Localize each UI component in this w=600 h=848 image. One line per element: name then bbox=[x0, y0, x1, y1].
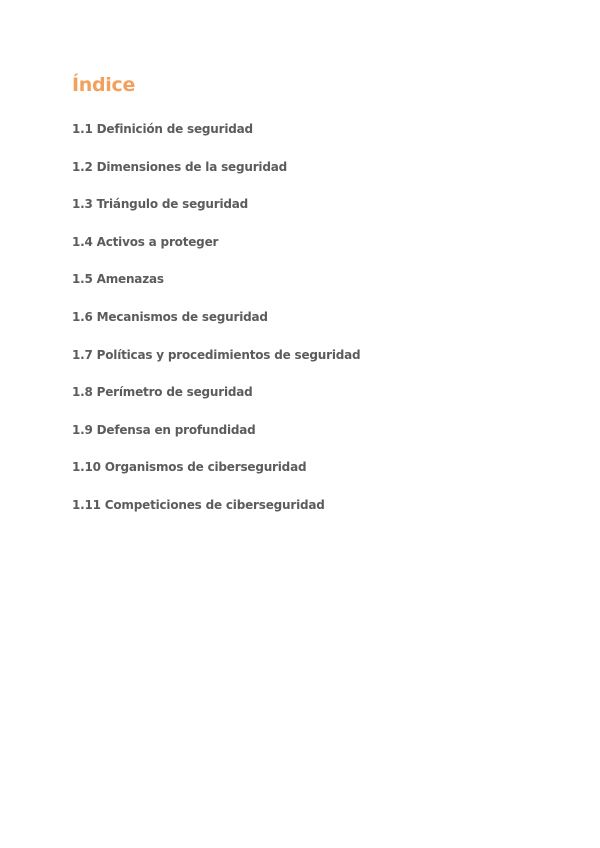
index-title: Índice bbox=[72, 74, 136, 96]
toc-item-1-1[interactable]: 1.1 Definición de seguridad bbox=[72, 122, 253, 136]
toc-item-1-2[interactable]: 1.2 Dimensiones de la seguridad bbox=[72, 159, 288, 174]
toc-item-1-9[interactable]: 1.9 Defensa en profundidad bbox=[72, 422, 256, 437]
toc-item-1-4[interactable]: 1.4 Activos a proteger bbox=[72, 234, 219, 249]
toc-item-1-5[interactable]: 1.5 Amenazas bbox=[72, 272, 164, 287]
table-of-contents bbox=[72, 121, 360, 535]
toc-item-1-6[interactable]: 1.6 Mecanismos de seguridad bbox=[72, 309, 268, 324]
toc-item-1-11[interactable]: 1.11 Competiciones de ciberseguridad bbox=[72, 497, 325, 512]
toc-item-1-7[interactable]: 1.7 Políticas y procedimientos de seguridad bbox=[72, 347, 361, 362]
toc-item-1-3[interactable]: 1.3 Triángulo de seguridad bbox=[72, 197, 249, 212]
toc-item-1-10[interactable]: 1.10 Organismos de ciberseguridad bbox=[72, 460, 307, 475]
toc-item-1-8[interactable]: 1.8 Perímetro de seguridad bbox=[72, 385, 253, 400]
